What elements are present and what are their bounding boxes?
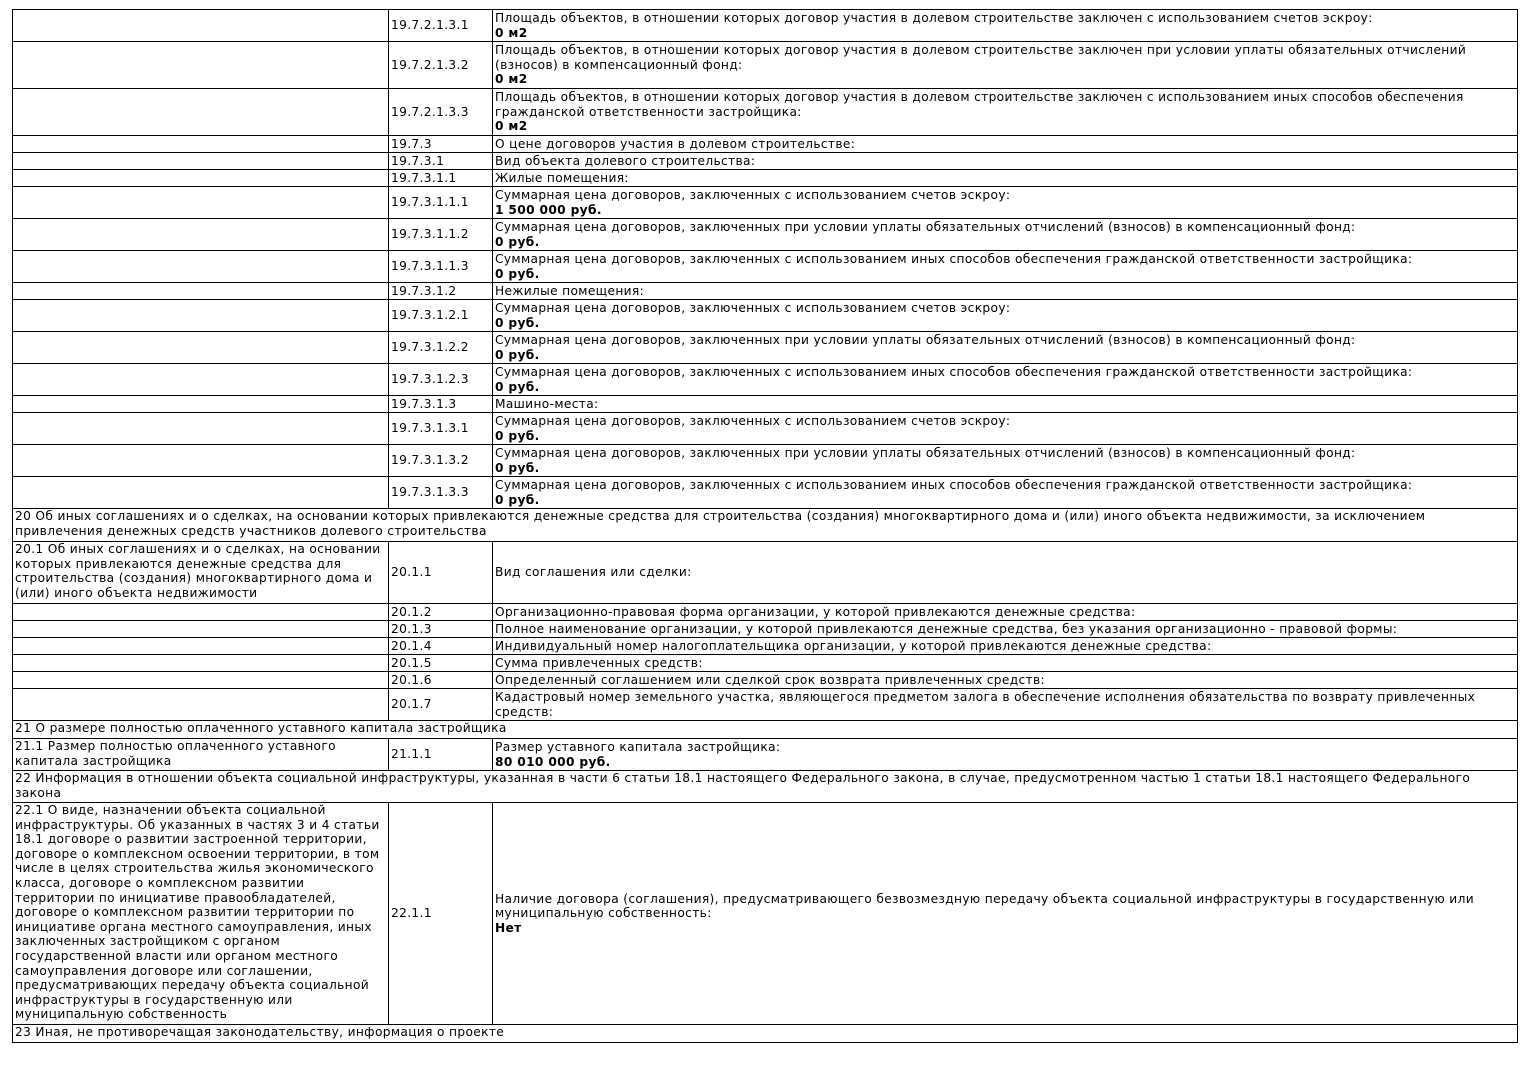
item-content [493, 251, 1518, 283]
item-value: 0 руб. [495, 347, 540, 362]
item-code: 19.7.3.1.1 [389, 170, 493, 187]
item-label: Площадь объектов, в отношении которых договор участия в долевом строительстве заключен с использованием счетов эскроу: [495, 10, 1373, 25]
item-code: 20.1.2 [389, 604, 493, 621]
item-label: Размер уставного капитала застройщика: [495, 739, 781, 754]
item-code: 19.7.3.1.2.1 [389, 300, 493, 332]
item-code: 19.7.3.1.1.3 [389, 251, 493, 283]
subsection-cell [13, 396, 389, 413]
item-label: Суммарная цена договоров, заключенных с использованием иных способов обеспечения гражданской ответственности застройщика: [495, 477, 1413, 492]
item-label: Вид объекта долевого строительства: [495, 153, 756, 168]
item-content [493, 638, 1518, 655]
subsection-cell [13, 42, 389, 89]
table-row [13, 42, 1518, 89]
subsection-cell [13, 364, 389, 396]
item-content [493, 364, 1518, 396]
subsection-cell [13, 621, 389, 638]
subsection-cell [13, 187, 389, 219]
item-label: Жилые помещения: [495, 170, 629, 185]
subsection-cell [13, 300, 389, 332]
item-code: 19.7.3.1.3.1 [389, 413, 493, 445]
item-code: 20.1.7 [389, 689, 493, 721]
item-label: Полное наименование организации, у которой привлекаются денежные средства, без указания организационно - правовой формы: [495, 621, 1398, 636]
table-row [13, 396, 1518, 413]
item-code: 19.7.3.1.3.3 [389, 477, 493, 509]
table-row [13, 251, 1518, 283]
subsection-cell [13, 477, 389, 509]
table-row [13, 283, 1518, 300]
subsection-cell [13, 283, 389, 300]
table-row [13, 604, 1518, 621]
item-label: Суммарная цена договоров, заключенных с использованием иных способов обеспечения гражданской ответственности застройщика: [495, 364, 1413, 379]
section-heading: 21 О размере полностью оплаченного уставного капитала застройщика [13, 721, 1518, 739]
subsection-cell [13, 445, 389, 477]
table-row [13, 187, 1518, 219]
item-code: 20.1.6 [389, 672, 493, 689]
item-code: 22.1.1 [389, 803, 493, 1025]
item-label: Суммарная цена договоров, заключенных с использованием счетов эскроу: [495, 187, 1011, 202]
item-content [493, 739, 1518, 771]
section-heading: 22 Информация в отношении объекта социальной инфраструктуры, указанная в части 6 статьи 18.1 настоящего Федерального закона, в случае, предусмотренном частью 1 статьи 18.1 настоящего Федерального закона [13, 771, 1518, 803]
subsection-cell [13, 604, 389, 621]
item-label: Машино-места: [495, 396, 599, 411]
item-label: Суммарная цена договоров, заключенных при условии уплаты обязательных отчислений (взносов) в компенсационный фонд: [495, 332, 1356, 347]
item-label: Площадь объектов, в отношении которых договор участия в долевом строительстве заключен при условии уплаты обязательных отчислений (взносов) в компенсационный фонд: [495, 43, 1467, 72]
item-value: 0 руб. [495, 234, 540, 249]
item-content [493, 283, 1518, 300]
item-label: Кадастровый номер земельного участка, являющегося предметом залога в обеспечение исполнения обязательства по возврату привлеченных средств: [495, 689, 1476, 719]
table-body [13, 10, 1518, 1043]
table-row [13, 803, 1518, 1025]
subsection-cell: 21.1 Размер полностью оплаченного уставного капитала застройщика [13, 739, 389, 771]
item-value: 0 руб. [495, 379, 540, 394]
item-code: 20.1.5 [389, 655, 493, 672]
subsection-cell [13, 413, 389, 445]
item-value: 1 500 000 руб. [495, 202, 602, 217]
section-row [13, 1025, 1518, 1043]
item-code: 19.7.3.1 [389, 153, 493, 170]
subsection-cell [13, 672, 389, 689]
section-row [13, 771, 1518, 803]
item-label: Определенный соглашением или сделкой срок возврата привлеченных средств: [495, 672, 1045, 687]
section-heading: 20 Об иных соглашениях и о сделках, на основании которых привлекаются денежные средства для строительства (создания) многоквартирного дома и (или) иного объекта недвижимости, за исключением привлечения денежных средств участников долевого строительства [13, 509, 1518, 542]
table-row [13, 689, 1518, 721]
item-value: 0 м2 [495, 25, 528, 40]
item-label: Нежилые помещения: [495, 283, 645, 298]
subsection-cell: 20.1 Об иных соглашениях и о сделках, на основании которых привлекаются денежные средства для строительства (создания) многоквартирного дома и (или) иного объекта недвижимости [13, 542, 389, 604]
disclosure-table [12, 9, 1518, 1043]
item-content [493, 42, 1518, 89]
subsection-cell [13, 136, 389, 153]
subsection-cell [13, 153, 389, 170]
subsection-cell [13, 89, 389, 136]
item-content [493, 621, 1518, 638]
table-row [13, 413, 1518, 445]
item-code: 20.1.3 [389, 621, 493, 638]
table-row [13, 153, 1518, 170]
item-label: Организационно-правовая форма организации, у которой привлекаются денежные средства: [495, 604, 1136, 619]
table-row [13, 739, 1518, 771]
item-value: 0 руб. [495, 266, 540, 281]
item-content [493, 413, 1518, 445]
item-code: 19.7.2.1.3.2 [389, 42, 493, 89]
item-value: Нет [495, 920, 522, 935]
item-content [493, 655, 1518, 672]
item-code: 19.7.3.1.2.3 [389, 364, 493, 396]
table-row [13, 89, 1518, 136]
subsection-cell [13, 251, 389, 283]
table-row [13, 10, 1518, 42]
item-code: 19.7.3.1.3.2 [389, 445, 493, 477]
subsection-cell [13, 332, 389, 364]
subsection-cell [13, 638, 389, 655]
item-content [493, 153, 1518, 170]
section-heading: 23 Иная, не противоречащая законодательству, информация о проекте [13, 1025, 1518, 1043]
item-content [493, 170, 1518, 187]
item-code: 20.1.1 [389, 542, 493, 604]
table-row [13, 445, 1518, 477]
item-label: Площадь объектов, в отношении которых договор участия в долевом строительстве заключен с использованием иных способов обеспечения гражданской ответственности застройщика: [495, 90, 1464, 119]
table-row [13, 219, 1518, 251]
item-code: 19.7.3.1.1.1 [389, 187, 493, 219]
subsection-cell: 22.1 О виде, назначении объекта социальной инфраструктуры. Об указанных в частях 3 и 4 статьи 18.1 договоре о развитии застроенной территории, договоре о комплексном освоении территории, в том числе в целях строительства жилья экономического класса, договоре о комплексном развитии территории по инициативе правообладателей, договоре о комплексном развитии территории по инициативе органа местного самоуправления, иных заключенных застройщиком с органом государственной власти или органом местного самоуправления договоре или соглашении, предусматривающих передачу объекта социальной инфраструктуры в государственную или муниципальную собственность [13, 803, 389, 1025]
subsection-cell [13, 689, 389, 721]
table-row [13, 638, 1518, 655]
item-code: 19.7.3.1.2 [389, 283, 493, 300]
table-row [13, 332, 1518, 364]
item-label: Суммарная цена договоров, заключенных при условии уплаты обязательных отчислений (взносов) в компенсационный фонд: [495, 219, 1356, 234]
item-content [493, 10, 1518, 42]
subsection-cell [13, 655, 389, 672]
item-code: 20.1.4 [389, 638, 493, 655]
subsection-cell [13, 170, 389, 187]
section-row [13, 509, 1518, 542]
subsection-cell [13, 219, 389, 251]
item-code: 19.7.3.1.2.2 [389, 332, 493, 364]
item-content [493, 542, 1518, 604]
item-label: Суммарная цена договоров, заключенных с использованием счетов эскроу: [495, 300, 1011, 315]
item-code: 19.7.2.1.3.3 [389, 89, 493, 136]
subsection-cell [13, 10, 389, 42]
item-label: О цене договоров участия в долевом строительстве: [495, 136, 856, 151]
item-content [493, 332, 1518, 364]
item-value: 0 м2 [495, 119, 528, 134]
table-row [13, 477, 1518, 509]
item-content [493, 689, 1518, 721]
item-label: Суммарная цена договоров, заключенных при условии уплаты обязательных отчислений (взносов) в компенсационный фонд: [495, 445, 1356, 460]
table-row [13, 300, 1518, 332]
item-value: 0 руб. [495, 428, 540, 443]
item-code: 19.7.2.1.3.1 [389, 10, 493, 42]
table-row [13, 364, 1518, 396]
table-row [13, 621, 1518, 638]
item-label: Индивидуальный номер налогоплательщика организации, у которой привлекаются денежные средства: [495, 638, 1212, 653]
item-value: 0 руб. [495, 460, 540, 475]
item-code: 19.7.3.1.3 [389, 396, 493, 413]
item-code: 19.7.3.1.1.2 [389, 219, 493, 251]
item-code: 19.7.3 [389, 136, 493, 153]
item-label: Наличие договора (соглашения), предусматривающего безвозмездную передачу объекта социальной инфраструктуры в государственную или муниципальную собственность: [495, 891, 1474, 921]
table-row [13, 136, 1518, 153]
item-value: 80 010 000 руб. [495, 754, 611, 769]
item-label: Сумма привлеченных средств: [495, 655, 703, 670]
item-label: Суммарная цена договоров, заключенных с использованием счетов эскроу: [495, 413, 1011, 428]
item-label: Вид соглашения или сделки: [495, 565, 692, 580]
item-content [493, 300, 1518, 332]
item-label: Суммарная цена договоров, заключенных с использованием иных способов обеспечения гражданской ответственности застройщика: [495, 251, 1413, 266]
table-row [13, 170, 1518, 187]
item-content [493, 445, 1518, 477]
item-content [493, 672, 1518, 689]
item-content [493, 187, 1518, 219]
item-content [493, 396, 1518, 413]
table-row [13, 542, 1518, 604]
table-row [13, 672, 1518, 689]
item-content [493, 136, 1518, 153]
item-content [493, 89, 1518, 136]
item-content [493, 604, 1518, 621]
item-content [493, 803, 1518, 1025]
item-content [493, 477, 1518, 509]
item-value: 0 м2 [495, 72, 528, 87]
item-value: 0 руб. [495, 492, 540, 507]
item-code: 21.1.1 [389, 739, 493, 771]
item-value: 0 руб. [495, 315, 540, 330]
section-row [13, 721, 1518, 739]
table-row [13, 655, 1518, 672]
item-content [493, 219, 1518, 251]
